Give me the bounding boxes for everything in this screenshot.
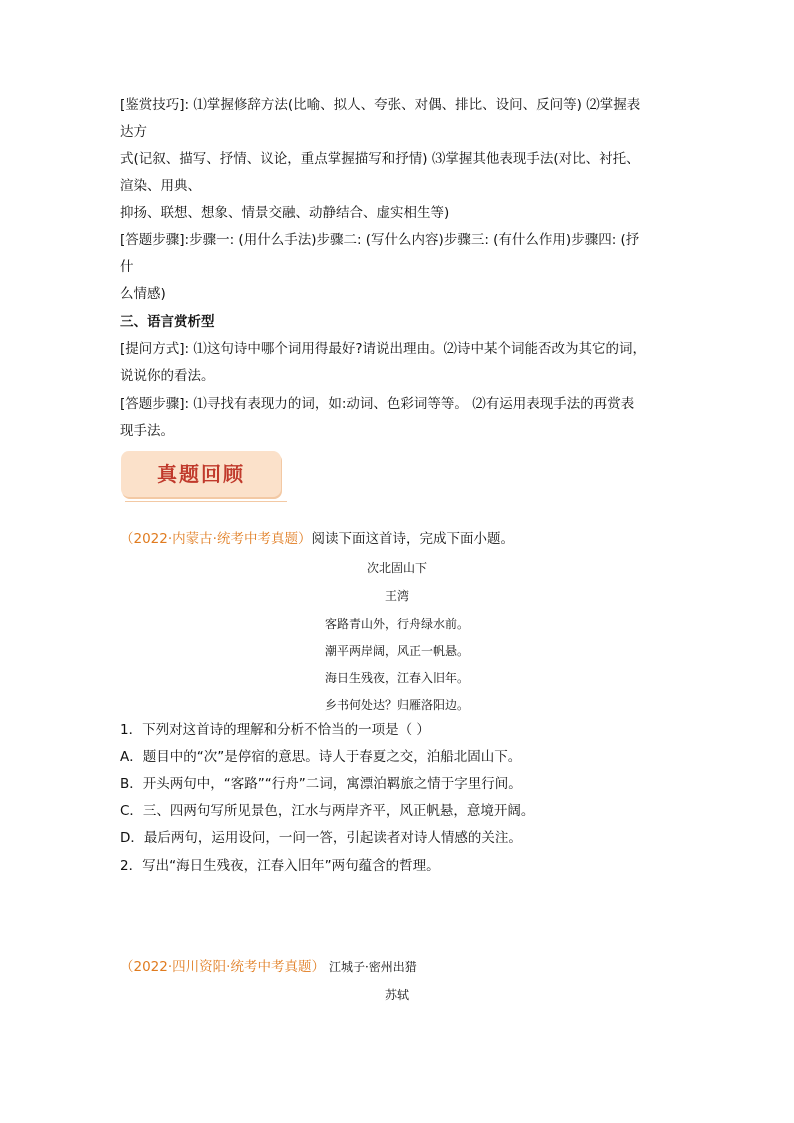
ask-text-line-1: [提问方式]: ⑴这句诗中哪个词用得最好?请说出理由。⑵诗中某个词能否改为其它的词，	[120, 341, 647, 357]
steps-text-line-1: [答题步骤]:步骤一: (用什么手法)步骤二: (写什么内容)步骤三: (有什么作用)步骤四: (抒	[120, 232, 640, 248]
steps-text-line-3: 么情感)	[120, 286, 166, 302]
question-1: 1．下列对这首诗的理解和分析不恰当的一项是（ ）	[120, 722, 430, 738]
instruction-text: 阅读下面这首诗，完成下面小题。	[311, 531, 514, 547]
answer-steps-line-2: 现手法。	[120, 423, 174, 439]
option-b: B．开头两句中，“客路”“行舟”二词，寓漂泊羁旅之情于字里行间。	[120, 776, 522, 792]
option-a: A．题目中的“次”是停宿的意思。诗人于春夏之交，泊船北固山下。	[120, 749, 522, 765]
answer-steps-line-1: [答题步骤]: ⑴寻找有表现力的词，如:动词、色彩词等等。 ⑵有运用表现手法的再赏表	[120, 396, 635, 412]
option-c: C．三、四两句写所见景色，江水与两岸齐平，风正帆悬，意境开阔。	[120, 803, 535, 819]
skills-text-line-2: 达方	[120, 124, 147, 140]
poem-title: 次北固山下	[366, 561, 427, 575]
poem-author: 苏轼	[384, 988, 409, 1002]
poem-line: 海日生残夜，江春入旧年。	[324, 671, 469, 685]
skills-text-line-1: [鉴赏技巧]: ⑴掌握修辞方法(比喻、拟人、夸张、对偶、排比、设问、反问等) ⑵掌握表	[120, 97, 641, 113]
section-banner	[121, 451, 283, 503]
ask-text-line-2: 说说你的看法。	[120, 368, 215, 384]
question-intro	[120, 958, 417, 976]
poem-author: 王湾	[384, 589, 409, 603]
poem-line: 潮平两岸阔，风正一帆悬。	[324, 644, 469, 658]
question-2: 2．写出“海日生残夜，江春入旧年”两句蕴含的哲理。	[120, 858, 440, 874]
skills-text-line-4: 渲染、用典、	[120, 178, 201, 194]
poem-title: 江城子·密州出猎	[328, 960, 417, 974]
section-heading: 三、语言赏析型	[120, 314, 215, 330]
option-d: D．最后两句，运用设问，一问一答，引起读者对诗人情感的关注。	[120, 830, 522, 846]
skills-text-line-3: 式(记叙、描写、抒情、议论，重点掌握描写和抒情) ⑶掌握其他表现手法(对比、衬托、	[120, 151, 640, 167]
source-tag: （2022·内蒙古·统考中考真题）	[120, 531, 312, 547]
skills-text-line-5: 抑扬、联想、想象、情景交融、动静结合、虚实相生等)	[120, 205, 450, 221]
poem-line: 乡书何处达？归雁洛阳边。	[324, 698, 469, 712]
steps-text-line-2: 什	[120, 259, 134, 275]
banner-underline	[125, 501, 287, 502]
poem-line: 客路青山外，行舟绿水前。	[324, 617, 469, 631]
source-tag: （2022·四川资阳·统考中考真题）	[120, 959, 325, 975]
question-intro	[120, 530, 514, 548]
banner-label: 真题回顾	[157, 462, 245, 486]
